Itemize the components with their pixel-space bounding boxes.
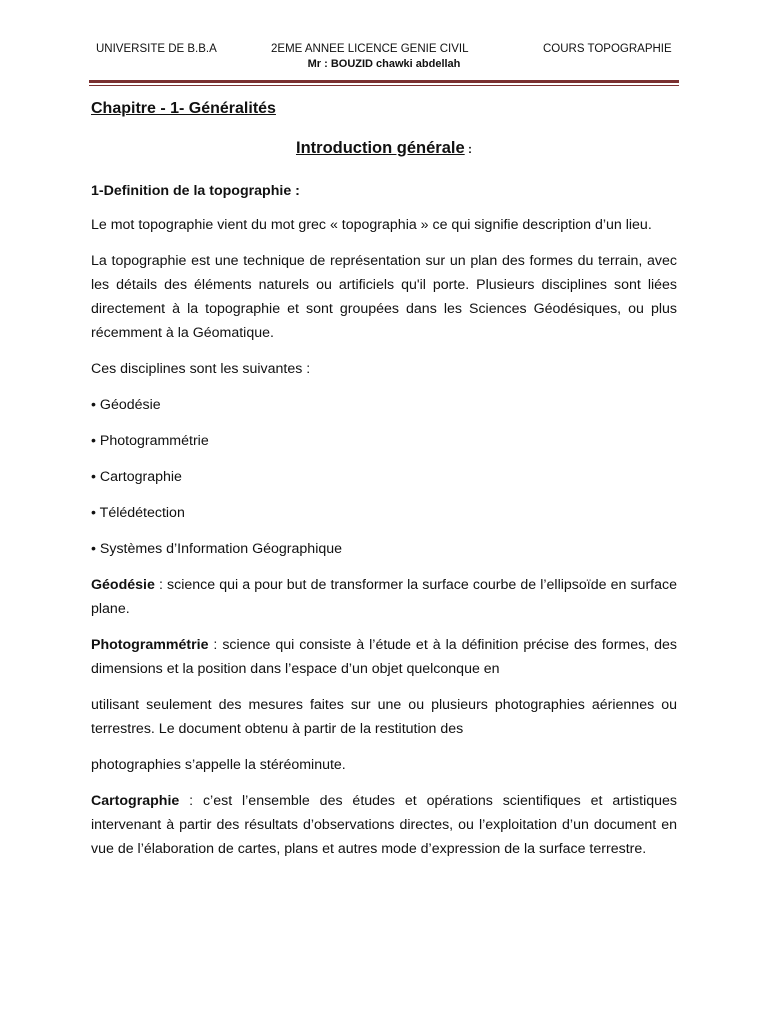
definition-geodesie — [91, 573, 677, 621]
list-item: • Systèmes d’Information Géographique — [91, 541, 343, 557]
definition-cartographie — [91, 789, 677, 861]
header-rule-thin — [89, 85, 679, 86]
term-cartographie: Cartographie — [91, 793, 180, 809]
paragraph-photogrammetrie-cont: utilisant seulement des mesures faites sur une ou plusieurs photographies aériennes ou terrestres. Le document obtenu à partir de la restitution des — [91, 697, 677, 737]
paragraph-disciplines-intro: Ces disciplines sont les suivantes : — [91, 361, 311, 377]
header-rule-thick — [89, 80, 679, 83]
list-item: • Cartographie — [91, 469, 182, 485]
text-photogrammetrie: : science qui consiste à l’étude et à la définition précise des formes, des dimensions et la position dans l’espace d’un objet quelconque en — [91, 637, 677, 677]
text-cartographie: : c’est l’ensemble des études et opérations scientifiques et artistiques intervenant à partir des résultats d’observations directes, ou l’exploitation d’un document en vue de l’élaboration de cartes, plans et autres mode d’expression de la surface terrestre. — [91, 793, 677, 857]
list-item: • Télédétection — [91, 505, 185, 521]
intro-colon: : — [464, 142, 473, 156]
list-item: • Photogrammétrie — [91, 433, 209, 449]
section-heading: 1-Definition de la topographie : — [91, 183, 300, 199]
paragraph-photogrammetrie-end: photographies s’appelle la stéréominute. — [91, 757, 346, 773]
paragraph-etymology: Le mot topographie vient du mot grec « topographia » ce qui signifie description d’un lieu. — [91, 217, 652, 233]
intro-heading — [0, 139, 768, 158]
term-photogrammetrie: Photogrammétrie — [91, 637, 209, 653]
paragraph-definition: La topographie est une technique de représentation sur un plan des formes du terrain, avec les détails des éléments naturels ou artificiels qu'il porte. Plusieurs disciplines sont liées directement à la topographie et sont groupées dans les Sciences Géodésiques, ou plus récemment à la Géomatique. — [91, 253, 677, 341]
text-geodesie: : science qui a pour but de transformer la surface courbe de l’ellipsoïde en surface plane. — [91, 577, 677, 617]
page-header — [0, 41, 768, 81]
definition-photogrammetrie — [91, 633, 677, 681]
header-university: UNIVERSITE DE B.B.A — [96, 43, 217, 55]
intro-title: Introduction générale — [295, 139, 465, 157]
list-item: • Géodésie — [91, 397, 161, 413]
header-author: Mr : BOUZID chawki abdellah — [307, 58, 461, 70]
chapter-title: Chapitre - 1- Généralités — [91, 100, 276, 117]
header-course: COURS TOPOGRAPHIE — [543, 43, 672, 55]
term-geodesie: Géodésie — [91, 577, 155, 593]
header-level: 2EME ANNEE LICENCE GENIE CIVIL — [271, 43, 469, 55]
document-body — [91, 179, 677, 873]
